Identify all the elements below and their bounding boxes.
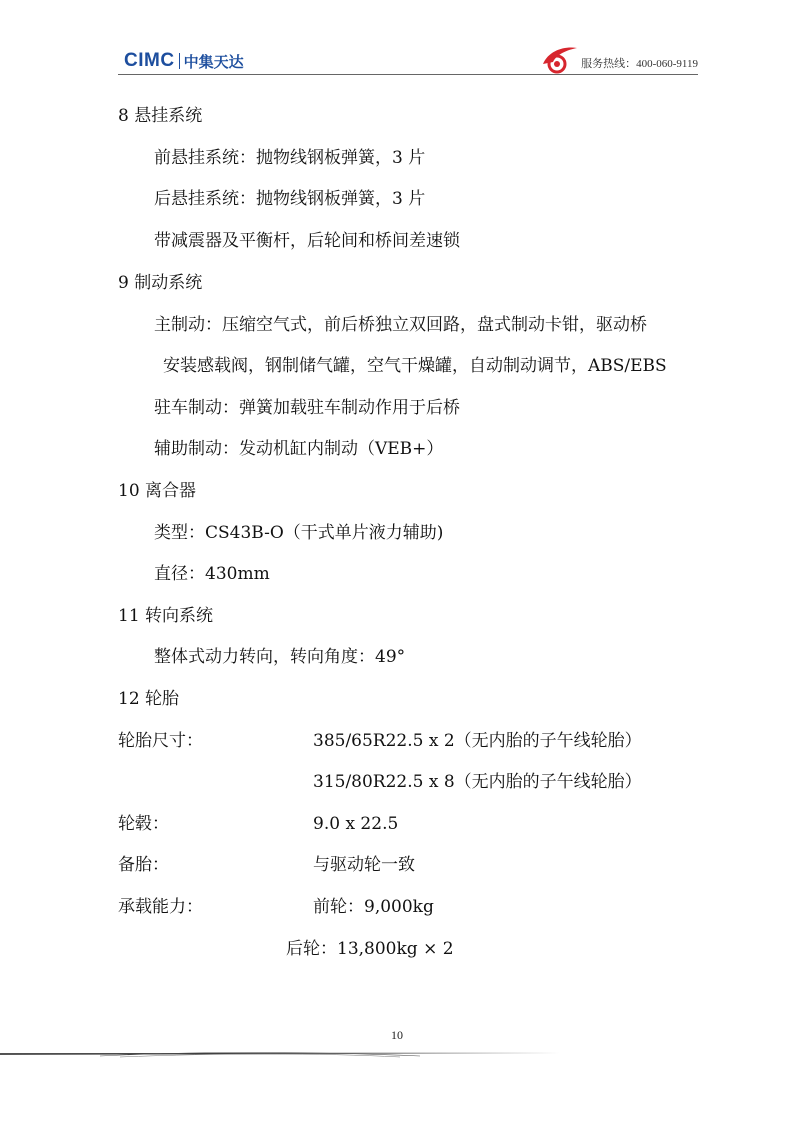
steering-line: 整体式动力转向，转向角度：49°: [154, 647, 406, 667]
tire-size-label: 轮胎尺寸：: [118, 731, 203, 751]
service-logo-icon: [539, 44, 579, 74]
front-load-value: 前轮：9,000kg: [313, 897, 434, 917]
hotline-block: [539, 44, 698, 74]
rear-load-value: 后轮：13,800kg × 2: [286, 939, 454, 959]
tire-size-value-2: 315/80R22.5 x 8（无内胎的子午线轮胎）: [313, 772, 642, 792]
footer-rule: [0, 1048, 560, 1062]
load-capacity-label: 承载能力：: [118, 897, 203, 917]
logo-chinese-text: 中集天达: [183, 52, 244, 71]
logo-divider: [179, 53, 180, 69]
section-heading-steering: 11 转向系统: [118, 606, 214, 626]
service-hotline: 服务热线：400-060-9119: [581, 58, 698, 70]
logo-brand-text: CIMC: [124, 50, 175, 71]
rear-suspension-line: 后悬挂系统：抛物线钢板弹簧，3 片: [154, 189, 426, 209]
front-suspension-line: 前悬挂系统：抛物线钢板弹簧，3 片: [154, 148, 426, 168]
hub-label: 轮毂：: [118, 814, 169, 834]
section-heading-clutch: 10 离合器: [118, 481, 197, 501]
main-brake-line: 主制动：压缩空气式，前后桥独立双回路，盘式制动卡钳，驱动桥: [154, 315, 647, 335]
hub-value: 9.0 x 22.5: [313, 814, 399, 834]
tire-size-value-1: 385/65R22.5 x 2（无内胎的子午线轮胎）: [313, 731, 642, 751]
cimc-logo: [124, 50, 244, 72]
spare-tire-label: 备胎：: [118, 855, 169, 875]
parking-brake-line: 驻车制动：弹簧加载驻车制动作用于后桥: [154, 398, 460, 418]
page-number: 10: [391, 1028, 403, 1042]
main-brake-line-continued: 安装感载阀，钢制储气罐，空气干燥罐，自动制动调节，ABS/EBS: [163, 356, 667, 376]
section-heading-brakes: 9 制动系统: [118, 273, 203, 293]
spare-tire-value: 与驱动轮一致: [313, 855, 415, 875]
auxiliary-brake-line: 辅助制动：发动机缸内制动（VEB+）: [154, 439, 444, 459]
clutch-diameter-line: 直径：430mm: [154, 564, 270, 584]
shock-absorber-line: 带减震器及平衡杆，后轮间和桥间差速锁: [154, 231, 460, 251]
section-heading-tires: 12 轮胎: [118, 689, 180, 709]
clutch-type-line: 类型：CS43B-O（干式单片液力辅助): [154, 523, 444, 543]
header-rule: [118, 74, 698, 75]
section-heading-suspension: 8 悬挂系统: [118, 106, 203, 126]
page-header: [0, 0, 794, 80]
